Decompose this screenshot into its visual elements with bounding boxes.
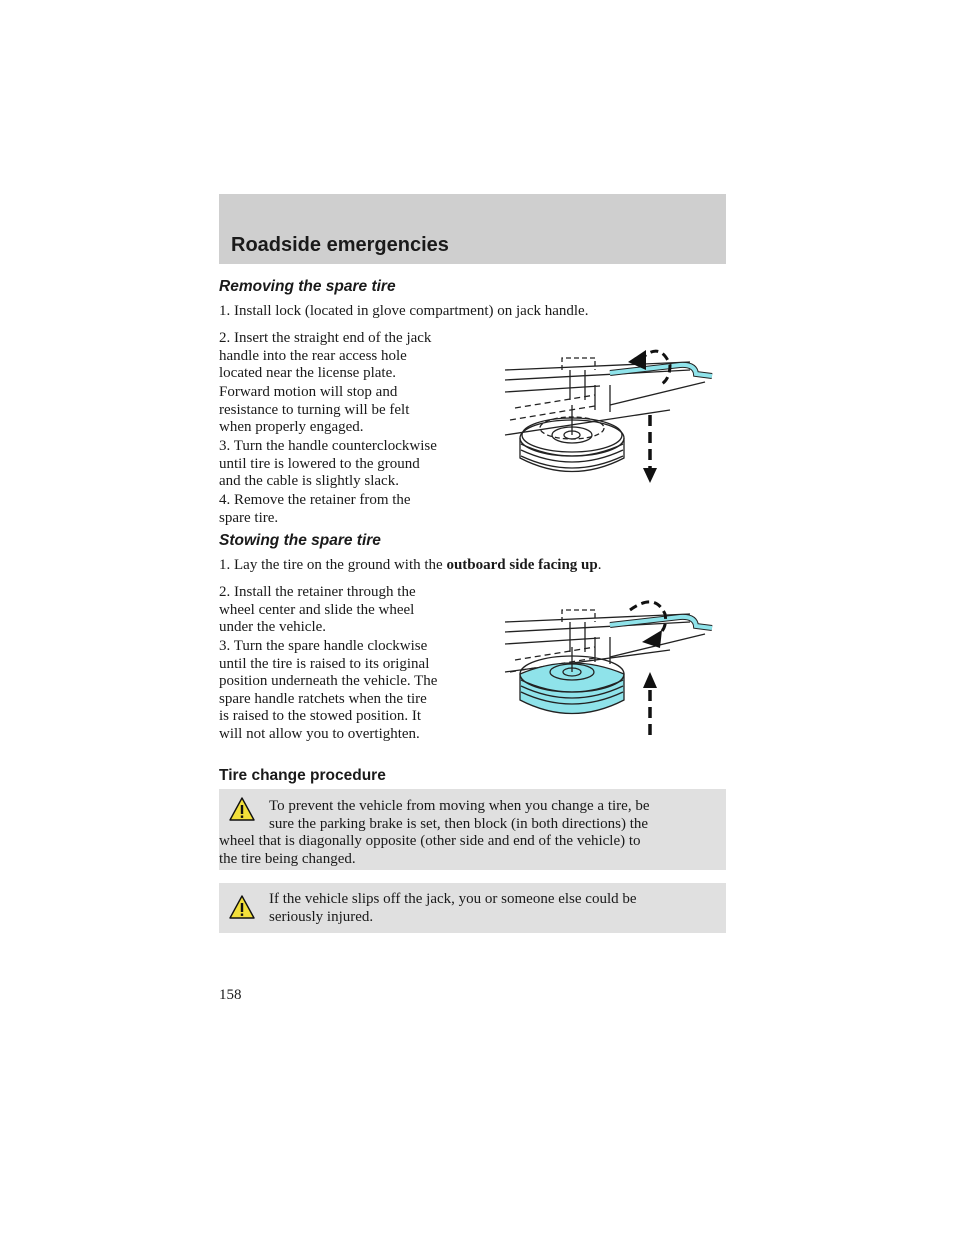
section-title: Roadside emergencies <box>231 234 449 256</box>
removing-step-3: 3. Turn the handle counterclockwise until tire is lowered to the ground and the cable is slightly slack. <box>219 438 437 489</box>
removing-note: Forward motion will stop and resistance to turning will be felt when properly engaged. <box>219 384 410 435</box>
removing-step-2: 2. Insert the straight end of the jack handle into the rear access hole located near the license plate. <box>219 330 432 381</box>
stowing-step-1: 1. Lay the tire on the ground with the outboard side facing up. <box>219 557 602 573</box>
stowing-step-2: 2. Install the retainer through the wheel center and slide the wheel under the vehicle. <box>219 584 416 635</box>
spare-tire-lower-illustration <box>500 340 715 485</box>
removing-step-4: 4. Remove the retainer from the spare tire. <box>219 492 411 526</box>
spare-tire-raise-illustration <box>500 592 715 737</box>
warning-box-parking-brake <box>219 789 726 870</box>
tire-change-heading: Tire change procedure <box>219 767 386 784</box>
stowing-step-3: 3. Turn the spare handle clockwise until the tire is raised to its original position underneath the vehicle. The spare handle ratchets when the tire is raised to the stowed position. It will not allow you to overtighten. <box>219 638 438 742</box>
removing-heading: Removing the spare tire <box>219 278 396 295</box>
stowing-heading: Stowing the spare tire <box>219 532 381 549</box>
page-number: 158 <box>219 987 242 1003</box>
warning-text-jack: If the vehicle slips off the jack, you or someone else could be seriously injured. <box>269 891 637 925</box>
removing-step-1: 1. Install lock (located in glove compartment) on jack handle. <box>219 303 589 319</box>
warning-box-jack <box>219 883 726 933</box>
warning-text-parking-brake: To prevent the vehicle from moving when you change a tire, be sure the parking brake is set, then block (in both directions) the wheel that is diagonally opposite (other side and end of the vehicle) to the tire being changed. <box>219 798 650 867</box>
section-header-bar <box>219 194 726 264</box>
